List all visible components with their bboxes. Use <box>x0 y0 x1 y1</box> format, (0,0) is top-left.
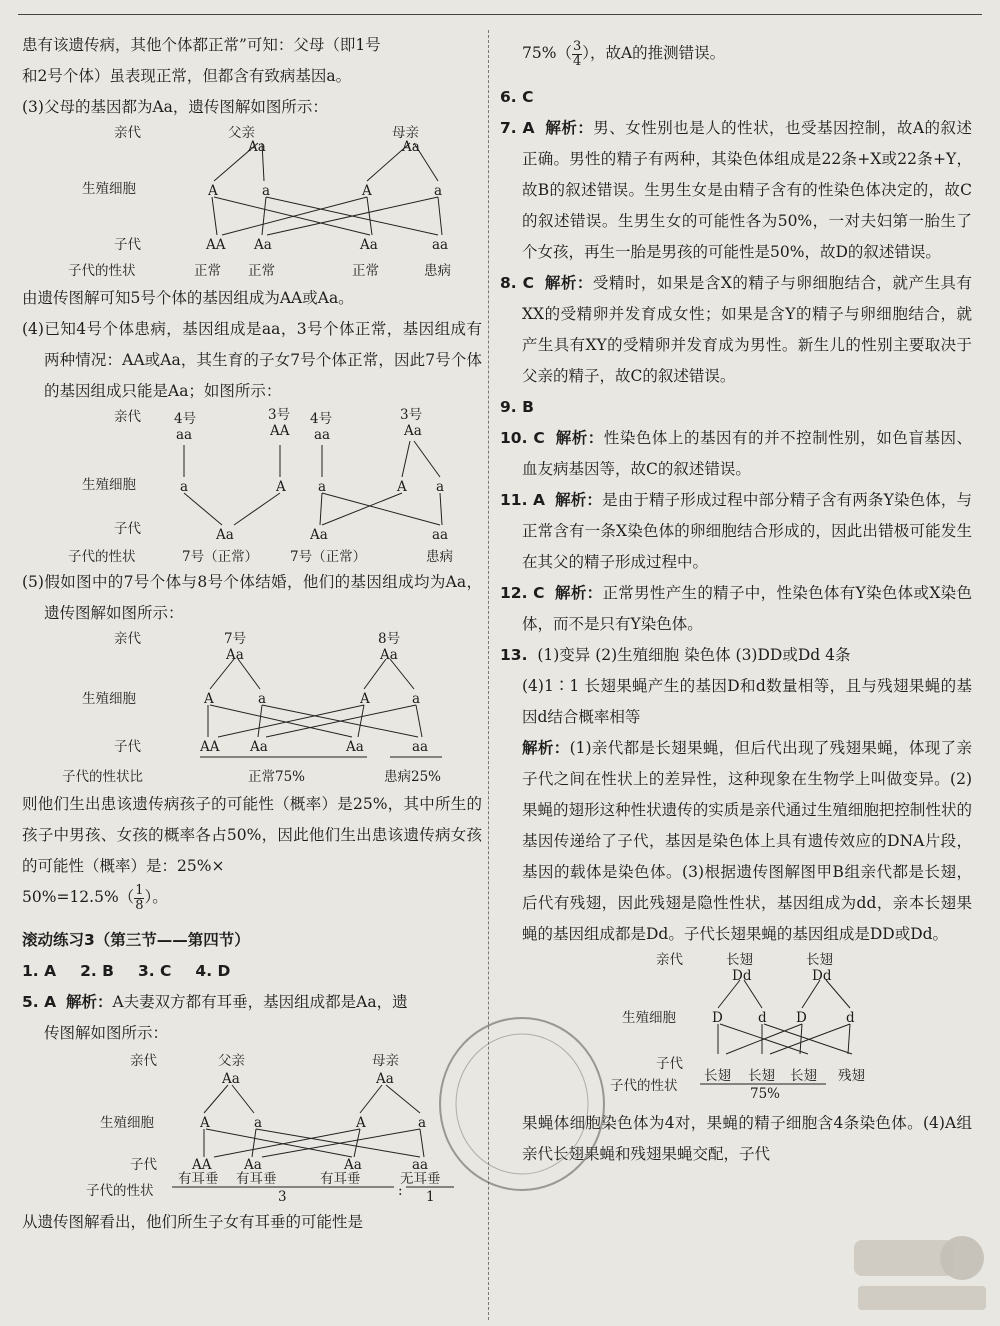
child-trait: 患病 <box>426 549 453 565</box>
individual-number: 4号 <box>310 411 333 427</box>
label-gamete: 生殖细胞 <box>100 1115 154 1131</box>
label-gamete: 生殖细胞 <box>82 181 136 197</box>
right-column <box>500 30 972 1170</box>
label-trait: 子代的性状 <box>610 1078 678 1094</box>
genetic-diagram-3 <box>22 629 482 789</box>
label-child: 子代 <box>114 521 141 537</box>
analysis-label: 解析： <box>544 274 593 292</box>
label-parent: 亲代 <box>114 409 141 425</box>
child-genotype: aa <box>412 1157 429 1173</box>
child-trait: 正常 <box>352 263 379 279</box>
question-number: 8. C <box>500 274 534 292</box>
ratio-separator: : <box>398 1183 403 1199</box>
genotype: Aa <box>380 647 398 663</box>
question-13 <box>500 640 972 671</box>
child-trait: 无耳垂 <box>400 1171 441 1187</box>
individual-number: 3号 <box>268 407 291 423</box>
paragraph: 则他们生出患该遗传病孩子的可能性（概率）是25%，其中所生的孩子中男孩、女孩的概率各占50%，因此他们生出患该遗传病女孩的可能性（概率）是：25%× <box>22 795 482 875</box>
child-trait: 有耳垂 <box>178 1171 219 1187</box>
gamete: A <box>362 183 372 199</box>
gamete: D <box>712 1010 723 1026</box>
child-genotype: AA <box>192 1157 212 1173</box>
question-11 <box>500 485 972 578</box>
answer: 4. D <box>195 962 231 980</box>
gamete: a <box>180 479 189 495</box>
analysis-label: 解析： <box>522 739 570 757</box>
question-5 <box>22 987 482 1018</box>
label-father: 父亲 <box>228 125 255 141</box>
parent-trait: 长翅 <box>726 952 753 968</box>
child-genotype: Aa <box>254 237 272 253</box>
text-line-fraction <box>22 882 482 913</box>
label-parent: 亲代 <box>656 952 683 968</box>
question-text: 正常男性产生的精子中，性染色体有Y染色体或X染色体，而不是只有Y染色体。 <box>522 584 972 633</box>
genotype: Aa <box>248 139 266 155</box>
gamete: A <box>276 479 286 495</box>
child-trait: 7号（正常） <box>290 549 367 565</box>
genotype: Aa <box>402 139 420 155</box>
child-genotype: Aa <box>344 1157 362 1173</box>
question-text: 是由于精子形成过程中部分精子含有两条Y染色体，与正常含有一条X染色体的卵细胞结合形成的，因此出错极可能发生在其父的精子形成过程中。 <box>522 491 972 571</box>
genotype: Aa <box>404 423 422 439</box>
child-trait: 患病 <box>424 263 451 279</box>
label-father: 父亲 <box>218 1053 245 1069</box>
text-line: 患有该遗传病，其他个体都正常”可知：父母（即1号 <box>22 36 381 54</box>
child-genotype: aa <box>432 237 449 253</box>
gamete: A <box>356 1115 366 1131</box>
question-12 <box>500 578 972 640</box>
gamete: a <box>318 479 327 495</box>
ratio-value: 1 <box>426 1189 435 1205</box>
label-child: 子代 <box>130 1157 157 1173</box>
analysis-label: 解析： <box>65 993 113 1011</box>
child-genotype: AA <box>200 739 220 755</box>
label-trait: 子代的性状 <box>86 1183 154 1199</box>
child-genotype: Aa <box>244 1157 262 1173</box>
analysis-label: 解析： <box>545 119 594 137</box>
top-rule <box>18 14 982 15</box>
label-trait: 子代的性状 <box>68 263 136 279</box>
answer-text: (4)1∶1 长翅果蝇产生的基因D和d数量相等，且与残翅果蝇的基因d结合概率相等 <box>522 677 972 726</box>
question-number: 10. C <box>500 429 545 447</box>
ratio-value: 3 <box>278 1189 287 1205</box>
question-7 <box>500 113 972 268</box>
text-line: (3)父母的基因都为Aa，遗传图解如图所示： <box>22 98 328 116</box>
fraction-numerator: 3 <box>572 38 582 54</box>
question-number: 12. C <box>500 584 545 602</box>
child-trait: 有耳垂 <box>320 1171 361 1187</box>
text-line: 和2号个体）虽表现正常，但都含有致病基因a。 <box>22 67 352 85</box>
child-trait: 长翅 <box>704 1068 731 1084</box>
genotype: Aa <box>222 1071 240 1087</box>
text-line: 由遗传图解可知5号个体的基因组成为AA或Aa。 <box>22 289 354 307</box>
ratio-normal: 正常75% <box>248 769 306 785</box>
genetic-diagram-2 <box>22 407 482 567</box>
question-text: A夫妻双方都有耳垂，基因组成都是Aa，遗 <box>112 993 408 1011</box>
child-trait: 正常 <box>194 263 221 279</box>
fraction-denominator: 8 <box>135 897 144 913</box>
answer: 1. A <box>22 962 57 980</box>
label-child: 子代 <box>114 739 141 755</box>
label-parent: 亲代 <box>114 125 141 141</box>
genotype: AA <box>270 423 290 439</box>
text-line-fraction <box>500 30 972 76</box>
label-mother: 母亲 <box>372 1053 399 1069</box>
child-genotype: Aa <box>250 739 268 755</box>
answer: 6. C <box>500 88 534 106</box>
fraction <box>134 884 144 913</box>
gamete: A <box>204 691 214 707</box>
text-line: 从遗传图解看出，他们所生子女有耳垂的可能性是 <box>22 1213 364 1231</box>
gamete: a <box>434 183 443 199</box>
text-line: 传图解如图所示： <box>44 1024 169 1042</box>
child-genotype: Aa <box>346 739 364 755</box>
gamete: D <box>796 1010 807 1026</box>
genotype: Aa <box>226 647 244 663</box>
answer: 9. B <box>500 398 534 416</box>
individual-number: 8号 <box>378 631 401 647</box>
child-trait: 正常 <box>248 263 275 279</box>
paragraph: (5)假如图中的7号个体与8号个体结婚，他们的基因组成均为Aa，遗传图解如图所示： <box>22 573 482 622</box>
gamete: d <box>846 1010 855 1026</box>
individual-number: 4号 <box>174 411 197 427</box>
child-genotype: AA <box>206 237 226 253</box>
fraction-numerator: 1 <box>135 882 144 898</box>
label-trait: 子代的性状 <box>68 549 136 565</box>
text-span: ），故A的推测错误。 <box>582 44 726 62</box>
label-child: 子代 <box>114 237 141 253</box>
gamete: A <box>397 479 407 495</box>
child-trait: 有耳垂 <box>236 1171 277 1187</box>
genotype: Dd <box>732 968 752 984</box>
question-text: 受精时，如果是含X的精子与卵细胞结合，就产生具有XX的受精卵并发育成女性；如果是含Y的精子与卵细胞结合，就产生具有XY的受精卵并发育成为男性。新生儿的性别主要取决于父亲的精子，故C的叙述错误。 <box>522 274 972 385</box>
analysis-paragraph <box>500 733 972 950</box>
individual-number: 3号 <box>400 407 423 423</box>
answer: 2. B <box>80 962 114 980</box>
gamete: A <box>200 1115 210 1131</box>
genetic-diagram-1 <box>22 123 482 283</box>
text-span: 50%=12.5%（ <box>22 888 135 906</box>
label-parent: 亲代 <box>130 1053 157 1069</box>
label-mother: 母亲 <box>392 125 419 141</box>
genotype: aa <box>176 427 193 443</box>
genotype: aa <box>314 427 331 443</box>
gamete: A <box>360 691 370 707</box>
fraction-denominator: 4 <box>572 53 582 69</box>
ratio-value: 75% <box>750 1086 781 1102</box>
question-text: (1)变异 (2)生殖细胞 染色体 (3)DD或Dd 4条 <box>537 646 851 664</box>
child-trait: 长翅 <box>790 1068 817 1084</box>
diagram-arrows <box>22 629 482 789</box>
question-text: 男、女性别也是人的性状，也受基因控制，故A的叙述正确。男性的精子有两种，其染色体组成是22条+X或22条+Y，故B的叙述错误。生男生女是由精子含有的性染色体决定的，故C的叙述错误。生男生女的可能性各为50%，一对夫妇第一胎生了个女孩，再生一胎是男孩的可能性是50%，故D的叙述错误。 <box>522 119 972 261</box>
child-trait: 长翅 <box>748 1068 775 1084</box>
section-heading: 滚动练习3（第三节——第四节） <box>22 931 250 949</box>
genotype: Aa <box>376 1071 394 1087</box>
genotype: Dd <box>812 968 832 984</box>
gamete: a <box>436 479 445 495</box>
analysis-label: 解析： <box>555 429 604 447</box>
answer-row <box>22 956 482 987</box>
fraction <box>572 40 582 69</box>
label-child: 子代 <box>656 1056 683 1072</box>
question-10 <box>500 423 972 485</box>
answer: 3. C <box>137 962 172 980</box>
text-span: 75%（ <box>522 44 572 62</box>
left-column <box>22 30 482 1238</box>
child-genotype: Aa <box>310 527 328 543</box>
child-trait: 7号（正常） <box>182 549 259 565</box>
analysis-label: 解析： <box>555 584 603 602</box>
gamete: d <box>758 1010 767 1026</box>
site-logo <box>850 1232 990 1320</box>
analysis-text: (1)亲代都是长翅果蝇，但后代出现了残翅果蝇，体现了亲子代之间在性状上的差异性，这种现象在生物学上叫做变异。(2)果蝇的翅形这种性状遗传的实质是亲代通过生殖细胞把控制性状的基因传递给了子代，基因是染色体上具有遗传效应的DNA片段，基因的载体是染色体。(3)根据遗传图解图甲B组亲代都是长翅，后代有残翅，因此残翅是隐性性状，基因组成为dd，亲本长翅果蝇的基因组成都是Dd。子代长翅果蝇的基因组成是DD或Dd。 <box>522 739 972 943</box>
genetic-diagram-4 <box>22 1049 482 1205</box>
question-number: 11. A <box>500 491 545 509</box>
gamete: A <box>208 183 218 199</box>
watermark-stamp <box>430 1000 620 1200</box>
paragraph: (4)已知4号个体患病，基因组成是aa，3号个体正常，基因组成有两种情况：AA或Aa，其生育的子女7号个体正常，因此7号个体的基因组成只能是Aa；如图所示： <box>22 320 482 400</box>
label-parent: 亲代 <box>114 631 141 647</box>
parent-trait: 长翅 <box>806 952 833 968</box>
label-trait-ratio: 子代的性状比 <box>62 769 143 785</box>
question-number: 7. A <box>500 119 535 137</box>
logo-mark <box>850 1232 990 1316</box>
question-number: 5. A <box>22 993 57 1011</box>
child-genotype: aa <box>432 527 449 543</box>
label-gamete: 生殖细胞 <box>622 1010 676 1026</box>
gamete: a <box>258 691 267 707</box>
label-gamete: 生殖细胞 <box>82 477 136 493</box>
child-trait: 残翅 <box>838 1068 865 1084</box>
gamete: a <box>412 691 421 707</box>
text-span: ）。 <box>144 888 168 906</box>
ratio-disease: 患病25% <box>384 769 442 785</box>
child-genotype: Aa <box>360 237 378 253</box>
child-genotype: aa <box>412 739 429 755</box>
gamete: a <box>262 183 271 199</box>
individual-number: 7号 <box>224 631 247 647</box>
gamete: a <box>418 1115 427 1131</box>
gamete: a <box>254 1115 263 1131</box>
question-number: 13. <box>500 646 528 664</box>
paragraph: 果蝇体细胞染色体为4对，果蝇的精子细胞含4条染色体。(4)A组亲代长翅果蝇和残翅果蝇交配，子代 <box>522 1114 972 1163</box>
question-text: 性染色体上的基因有的并不控制性别，如色盲基因、血友病基因等，故C的叙述错误。 <box>522 429 972 478</box>
question-8 <box>500 268 972 392</box>
stamp-circle <box>430 1000 620 1200</box>
child-genotype: Aa <box>216 527 234 543</box>
label-gamete: 生殖细胞 <box>82 691 136 707</box>
analysis-label: 解析： <box>555 491 603 509</box>
